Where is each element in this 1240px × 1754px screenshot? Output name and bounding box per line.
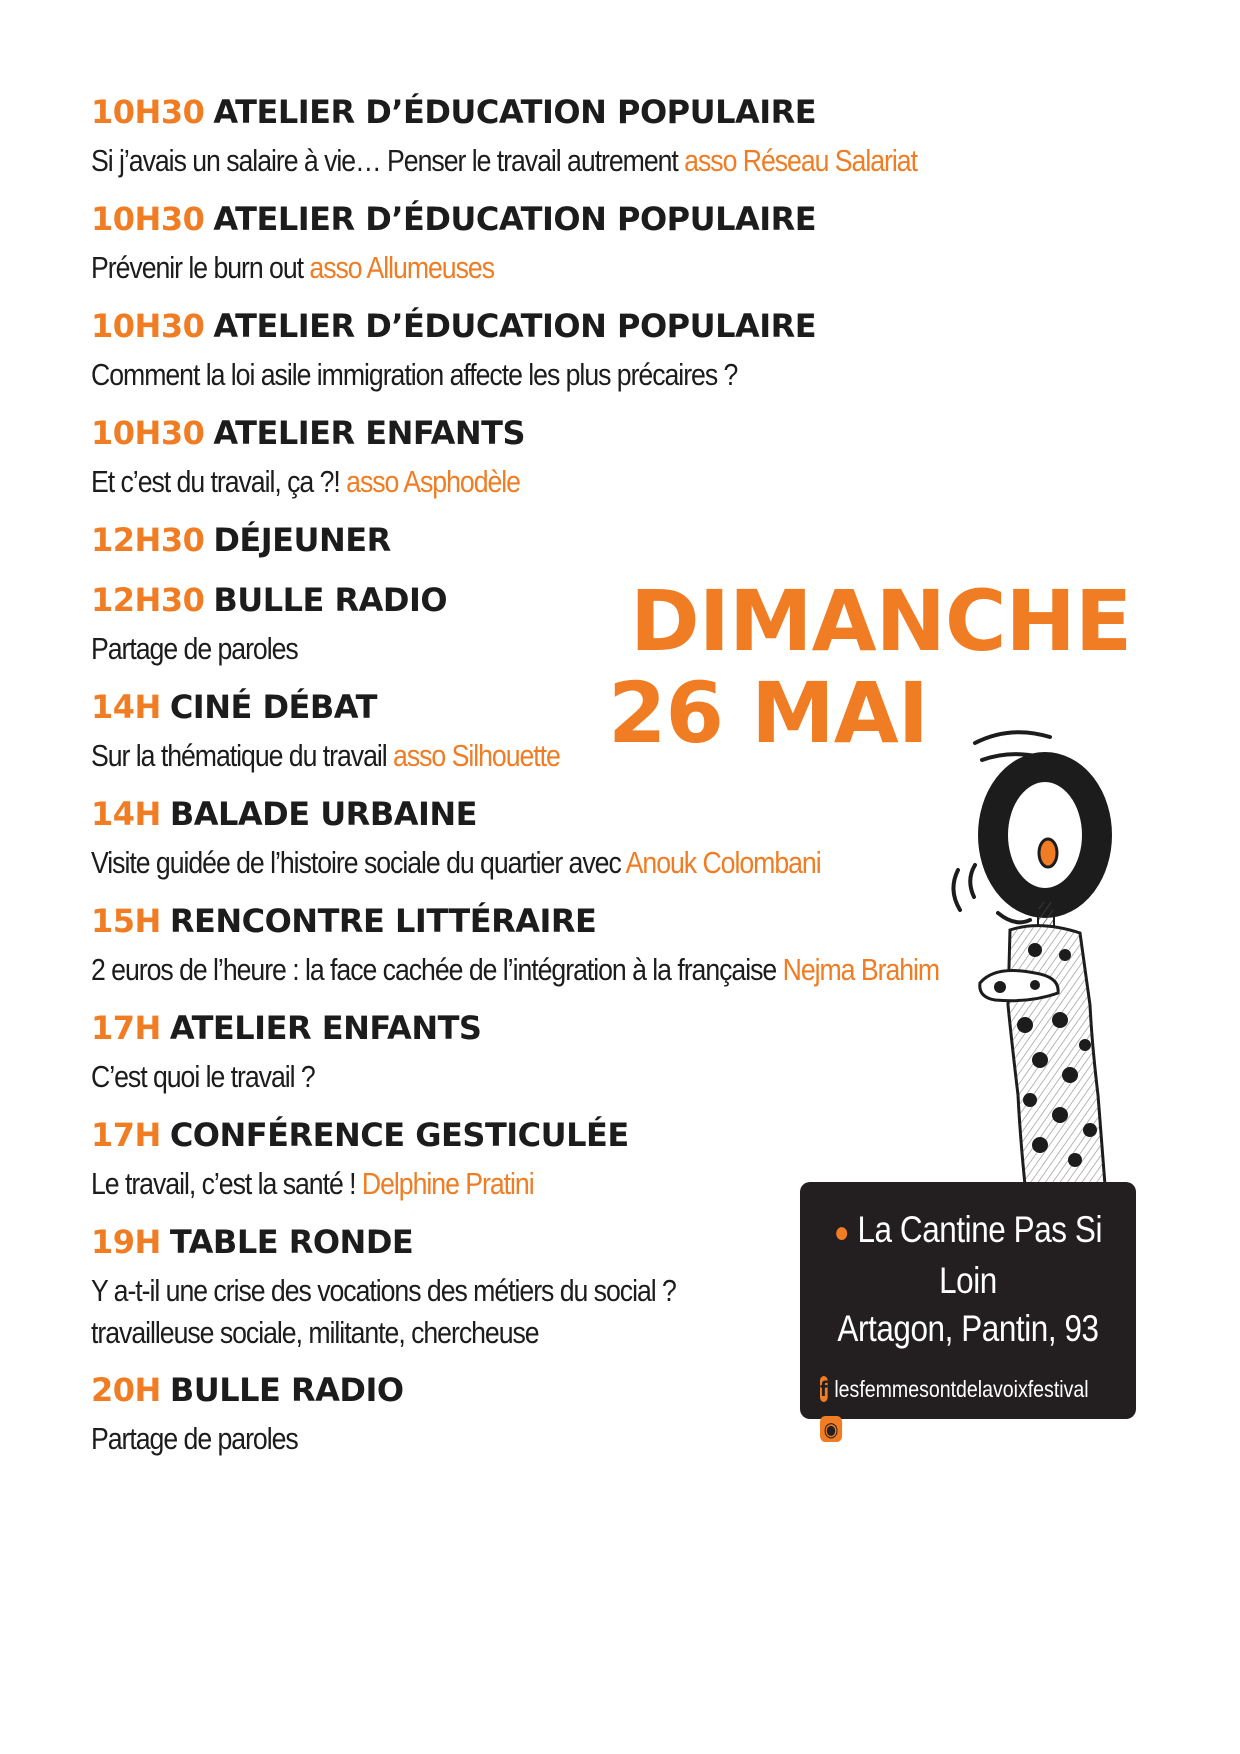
- event-description: [91, 461, 865, 503]
- event-description-text: Comment la loi asile immigration affecte les plus précaires ?: [91, 357, 738, 392]
- event-time: 10H30: [91, 307, 205, 345]
- event-item: [91, 201, 991, 308]
- day-date: 26 MAI: [608, 664, 928, 762]
- event-title: ATELIER ENFANTS: [213, 414, 525, 452]
- venue-box: [800, 1182, 1136, 1442]
- event-title: BULLE RADIO: [169, 1371, 404, 1409]
- event-description-text: C’est quoi le travail ?: [91, 1059, 315, 1094]
- event-heading: [91, 415, 991, 451]
- event-description-text: Si j’avais un salaire à vie… Penser le travail autrement: [91, 143, 678, 178]
- event-title: CINÉ DÉBAT: [169, 688, 377, 726]
- event-time: 10H30: [91, 414, 205, 452]
- event-organizer: asso Silhouette: [393, 738, 560, 773]
- event-description-text: Partage de paroles: [91, 1421, 298, 1456]
- event-description: [91, 247, 865, 289]
- event-organizer: asso Allumeuses: [309, 250, 494, 285]
- event-time: 14H: [91, 688, 161, 726]
- head-ring-icon: [993, 767, 1097, 903]
- event-description-text: Le travail, c’est la santé !: [91, 1166, 356, 1201]
- event-description-text: Partage de paroles: [91, 631, 298, 666]
- event-heading: [91, 308, 991, 344]
- event-description-text: Prévenir le burn out: [91, 250, 304, 285]
- event-heading: [91, 1117, 991, 1153]
- location-pin-icon: ●: [833, 1216, 849, 1249]
- event-time: 19H: [91, 1223, 161, 1261]
- event-description-text: Y a-t-il une crise des vocations des métiers du social ?: [91, 1273, 676, 1308]
- instagram-icon: ◉: [820, 1416, 842, 1442]
- event-title: BULLE RADIO: [213, 581, 448, 619]
- event-description-line2: [91, 1312, 865, 1354]
- event-title: DÉJEUNER: [213, 521, 391, 559]
- event-heading: [91, 1010, 991, 1046]
- event-organizer: Delphine Pratini: [361, 1166, 534, 1201]
- venue-name: [825, 1206, 1111, 1305]
- event-description: [91, 949, 940, 991]
- facebook-link[interactable]: [820, 1369, 1089, 1409]
- event-description-text: Sur la thématique du travail: [91, 738, 387, 773]
- event-description-text: 2 euros de l’heure : la face cachée de l’intégration à la française: [91, 952, 777, 987]
- event-time: 10H30: [91, 93, 205, 131]
- event-organizer: Nejma Brahim: [782, 952, 940, 987]
- event-description-text: Et c’est du travail, ça ?!: [91, 464, 340, 499]
- event-time: 20H: [91, 1371, 161, 1409]
- event-time: 17H: [91, 1009, 161, 1047]
- venue-name-text: La Cantine Pas Si Loin: [857, 1209, 1103, 1301]
- event-organizer: Anouk Colombani: [625, 845, 821, 880]
- event-heading: [91, 796, 991, 832]
- day-name: DIMANCHE: [630, 572, 1132, 670]
- venue-address: Artagon, Pantin, 93: [837, 1308, 1099, 1349]
- sound-wave-icon: [970, 865, 975, 897]
- event-heading: [91, 201, 991, 237]
- event-title: TABLE RONDE: [169, 1223, 414, 1261]
- event-time: 15H: [91, 902, 161, 940]
- event-description: [91, 354, 865, 396]
- mouth-icon: [1039, 839, 1057, 867]
- event-organizer: asso Asphodèle: [346, 464, 520, 499]
- event-description: [91, 842, 865, 884]
- event-title: ATELIER ENFANTS: [169, 1009, 482, 1047]
- sound-wave-icon: [998, 913, 1030, 922]
- event-description: [91, 1418, 865, 1460]
- event-time: 10H30: [91, 200, 205, 238]
- event-heading: [91, 522, 991, 558]
- event-time: 17H: [91, 1116, 161, 1154]
- event-description: [91, 1270, 865, 1312]
- event-title: CONFÉRENCE GESTICULÉE: [169, 1116, 629, 1154]
- event-description-text: Visite guidée de l’histoire sociale du quartier avec: [91, 845, 621, 880]
- woman-illustration: [940, 715, 1160, 1185]
- event-item: [91, 903, 991, 1010]
- facebook-icon: f: [820, 1377, 828, 1401]
- event-time: 14H: [91, 795, 161, 833]
- event-title: ATELIER D’ÉDUCATION POPULAIRE: [213, 93, 817, 131]
- event-title: ATELIER D’ÉDUCATION POPULAIRE: [213, 307, 817, 345]
- event-item: [91, 415, 991, 522]
- sound-wave-icon: [953, 870, 960, 910]
- event-title: BALADE URBAINE: [169, 795, 478, 833]
- instagram-handle: lesfemmesontdelavoix: [848, 1416, 1043, 1442]
- event-description: [91, 1163, 865, 1205]
- facebook-handle: lesfemmesontdelavoixfestival: [834, 1376, 1089, 1402]
- event-item: [91, 94, 991, 201]
- event-time: 12H30: [91, 581, 205, 619]
- event-heading: [91, 94, 991, 130]
- event-time: 12H30: [91, 521, 205, 559]
- event-heading: [91, 903, 991, 939]
- event-organizer: asso Réseau Salariat: [684, 143, 917, 178]
- event-item: [91, 1010, 991, 1117]
- event-item: [91, 308, 991, 415]
- event-title: RENCONTRE LITTÉRAIRE: [169, 902, 597, 940]
- event-description: [91, 1056, 865, 1098]
- event-title: ATELIER D’ÉDUCATION POPULAIRE: [213, 200, 817, 238]
- event-description: [91, 140, 917, 182]
- event-item: [91, 796, 991, 903]
- instagram-link[interactable]: [820, 1409, 1089, 1449]
- sound-wave-icon: [975, 732, 1050, 743]
- event-description-text: travailleuse sociale, militante, chercheuse: [91, 1315, 539, 1350]
